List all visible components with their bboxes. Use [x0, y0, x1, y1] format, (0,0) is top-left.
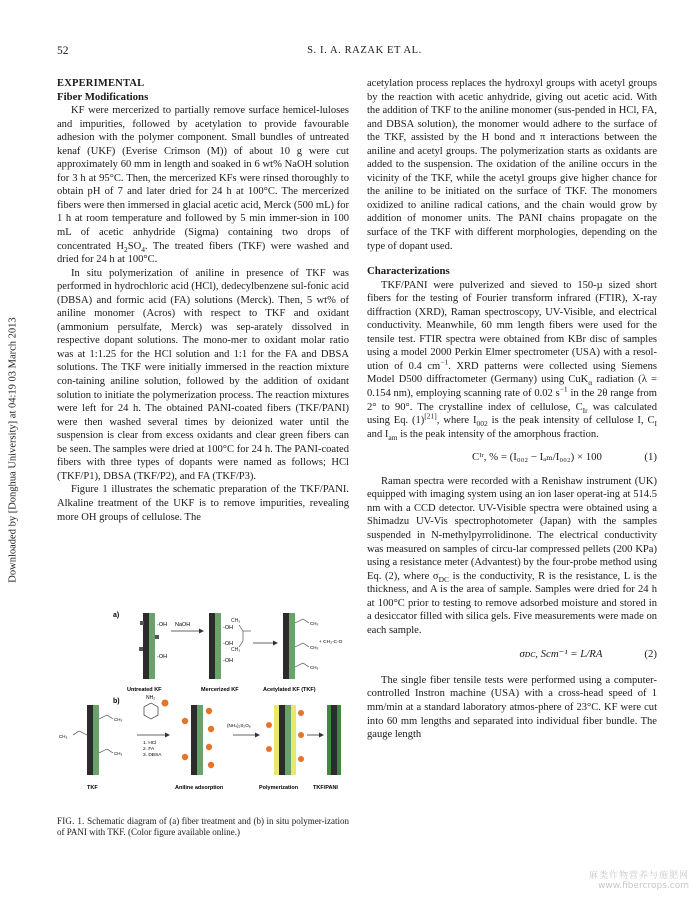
paragraph-figure-reference: Figure 1 illustrates the schematic preparation of the TKF/PANI. Alkaline treatment of the UKF is to remove impurities, revealing more OH groups of cellulose. The: [57, 484, 349, 523]
figure-1-schematic: [57, 607, 349, 812]
tkf-fiber: [59, 705, 122, 775]
svg-text:CH₃: CH₃: [310, 645, 319, 650]
equation-1-body: Cᴵʳ, % = (I₀₀₂ − Iₐₘ/I₀₀₂) × 100: [472, 451, 602, 464]
svg-text:-OH: -OH: [157, 654, 168, 660]
svg-text:-OH: -OH: [223, 658, 234, 664]
svg-text:CH₃: CH₃: [310, 621, 319, 626]
running-title: S. I. A. RAZAK ET AL.: [307, 45, 422, 56]
byproduct-label: + CH₃-C-O: [319, 640, 343, 645]
aniline-molecule: [144, 695, 158, 719]
acetylated-kf-fiber: [283, 613, 318, 679]
svg-text:CH₃: CH₃: [114, 717, 123, 722]
mercerized-kf-fiber: [209, 613, 233, 679]
svg-text:-OH: -OH: [223, 641, 234, 647]
tkf-pani-fiber: [327, 705, 341, 775]
section-heading-experimental: EXPERIMENTAL: [57, 78, 145, 89]
label-tkf: TKF: [87, 785, 98, 791]
label-acetylated-kf: Acetylated KF (TKF): [263, 687, 316, 693]
label-polymerization: Polymerization: [259, 785, 299, 791]
naoh-label: NaOH: [175, 622, 191, 628]
label-untreated-kf: Untreated KF: [127, 687, 162, 693]
paragraph-tensile-test: The single fiber tensile tests were performed using a computer-controlled Instron machine (USA) with a cross-head speed of 1 mm/min at a standard laboratory atmos-phere of 23°C. KF were cut into 60 mm lengths and separated into individual fiber bundle. The gauge length: [367, 674, 657, 741]
svg-text:-OH: -OH: [223, 625, 234, 631]
equation-1-number: (1): [644, 451, 657, 464]
untreated-kf-fiber: [139, 613, 167, 679]
page-number: 52: [57, 45, 69, 57]
label-mercerized-kf: Mercerized KF: [201, 687, 239, 693]
svg-text:CH₃: CH₃: [231, 647, 241, 653]
subsection-heading-fiber-modifications: Fiber Modifications: [57, 90, 149, 103]
download-note-sidebar: [4, 280, 22, 620]
right-column: [367, 77, 657, 742]
left-column: [57, 77, 349, 524]
aniline-adsorption-fiber: [182, 705, 214, 775]
oxidant-label: (NH₄)₂S₂O₈: [227, 723, 251, 728]
subsection-heading-characterizations: Characterizations: [367, 265, 450, 278]
equation-1: [367, 451, 657, 465]
figure-1-caption: [57, 816, 349, 839]
svg-text:CH₃: CH₃: [114, 751, 123, 756]
equation-2: [367, 648, 657, 662]
watermark-line-2: www.fibercrops.com: [598, 881, 689, 891]
label-tkf-pani: TKF/PANI: [313, 785, 338, 791]
paragraph-characterization-methods: TKF/PANI were pulverized and sieved to 150-µ sized short fibers for the testing of Fourier transform infrared (FTIR), X-ray diffraction (XRD), Raman spectroscopy, UV-Visible, and electrical conductivity. Meanwhile, 60 mm length fibers were used for the tensile test. FTIR spectra were obtained from KBr disc of samples using a model 2000 Perkin Elmer spectrometer (USA) with a resol-ution of 0.4 $cm^{-1}$. XRD patterns were collected using Siemens Model D500 diffractometer (Germany) using CuK$_\alpha$ radiation (λ = 0.154 nm), employing scanning rate of 0.02 $s^{-1}$ in the 2θ range from 2° to 90°. The crystalline index of cellulose, $C_{Ir}$ was calculated using Eq. (1)[21], where $I_{002}$ is the peak intensity of cellulose I, $C_I$ and $I_{am}$ is the peak intensity of the amorphous fraction.: [367, 279, 658, 442]
paragraph-raman-uv-conductivity: Raman spectra were recorded with a Renishaw instrument (UK) equipped with imaging system using an ion laser operat-ing at 514.5 nm with a CCD detector. UV-Visible spectra were obtained using a Shimadzu UV-Vis spectrophotometer (Japan) with the samples suspended in N-methylpyrrolidinone. The electrical conductivity was measured on samples of circu-lar compressed pellets (200 KPa) using a resistance meter (Advantest) by the four-probe method using Eq. (2), where $\sigma_{DC}$ is the conductivity, R is the resistance, L is the thickness, and A is the area of sample. Samples were dried for 24 h at 100°C prior to testing to remove adsorbed moisture and stored in a desiccator filled with silica gels. Five measurements were made on each sample.: [367, 475, 657, 636]
figure-label-b: b): [113, 698, 120, 705]
svg-text:NH₂: NH₂: [146, 695, 156, 701]
polymerization-fiber: [266, 705, 304, 775]
paragraph-mechanism: acetylation process replaces the hydroxyl groups with acetyl groups by the reaction with acetic anhydride, giving out acetic acid. With the addition of TKF to the aniline monomer (sus-pended in HCl, FA, and DBSA solution), the monomer would adhere to the surface of the TKF, assisted by the H bond and π interactions between the aniline and acetyl groups. The polymerization starts as oxidants are added to the suspension. The oxidation of the aniline occurs in the vicinity of the TKF, while the acetyl groups give higher chance for the aniline to be initiated on the surface of TKF. The monomers oxidized to aniline radical cations, and the chain would grow by addition of monomer units. The PANI chains propagate on the surface of the TKF with different morphologies, depending on the type of dopant used.: [367, 78, 657, 252]
caption-lead: FIG. 1.: [57, 816, 85, 826]
figure-label-a: a): [113, 612, 120, 619]
download-note: Downloaded by [Donghua University] at 04:19 03 March 2013: [7, 317, 19, 583]
watermark: [589, 868, 689, 891]
svg-text:CH₃: CH₃: [59, 734, 68, 739]
svg-text:-OH: -OH: [157, 622, 168, 628]
dopant-hcl: 1. HCl: [143, 741, 157, 746]
svg-text:CH₃: CH₃: [310, 665, 319, 670]
paragraph-in-situ-polymerization: In situ polymerization of aniline in presence of TKF was performed in hydrochloric acid (HCl), dedecylbenzene sul-fonic acid (DBSA) and formic acid (FA) solutions (Merck). Then, 5 wt% of aniline monomer (Acros) with respect to TKF and oxidant (ammonium persulfate, Merck) was sep-arately dissolved in respective dopant solutions. The mono-mer to oxidant molar ratio was at 1:1.25 for the HCl solution and 1:1 for the FA and DBSA solutions. The TKF were initially immersed in the reaction mixture con-taining aniline solution, followed by the addition of oxidant solution to initiate the polymerization process. The reaction mixtures were left for 24 h. The obtained PANI-coated fibers (TKF/PANI) were then washed several times by deionized water until the suspension is clear from excess oxidants and clear green fibers can be seen. The samples were dried at 100°C for 24 h. The PANI-coated fibers with three types of dopants were named as follows; HCl (TKF/P1), DBSA (TKF/P2), and FA (TKF/P3).: [57, 267, 349, 482]
dopant-fa: 2. FA: [143, 747, 155, 752]
watermark-line-1: 麻类作物营养与施肥网: [588, 871, 689, 881]
acetic-anhydride-structure: [231, 618, 251, 653]
equation-2-body: σᴅᴄ, Scm⁻¹ = L/RA: [519, 648, 603, 661]
caption-text: Schematic diagram of (a) fiber treatment and (b) in situ polymer-ization of PANI with TKF. (Color figure available online.): [57, 816, 350, 838]
dopant-ion-icon: [162, 700, 169, 707]
equation-2-number: (2): [644, 648, 657, 661]
paragraph-fiber-treatment: KF were mercerized to partially remove surface hemicel-luloses and impurities, followed by acetylation to provide favourable adhesion with the polymer component. Small bundles of untreated kenaf (UKF) (Everise Crimson (M)) of about 10 g were cut approximately 60 mm in length and soaked in 6 wt% NaOH solution for 3 h at 95°C. Then, the mercerized KFs were rinsed thoroughly to obtain pH of 7 and later dried for 24 h at 100°C. The mercerized fibers were then immersed in glacial acetic acid, Merck (500 mL) for 1 h at room temperature and followed by 5 min immer-sion in 100 mL of acetic anhydride (Sigma) containing two drops of concentrated $H_2SO_4$. The treated fibers (TKF) were washed and dried for 24 h at 100°C.: [57, 105, 349, 266]
svg-text:CH₃: CH₃: [231, 618, 241, 624]
dopant-dbsa: 3. DBSA: [143, 753, 162, 758]
label-aniline-adsorption: Aniline adsorption: [175, 785, 224, 791]
